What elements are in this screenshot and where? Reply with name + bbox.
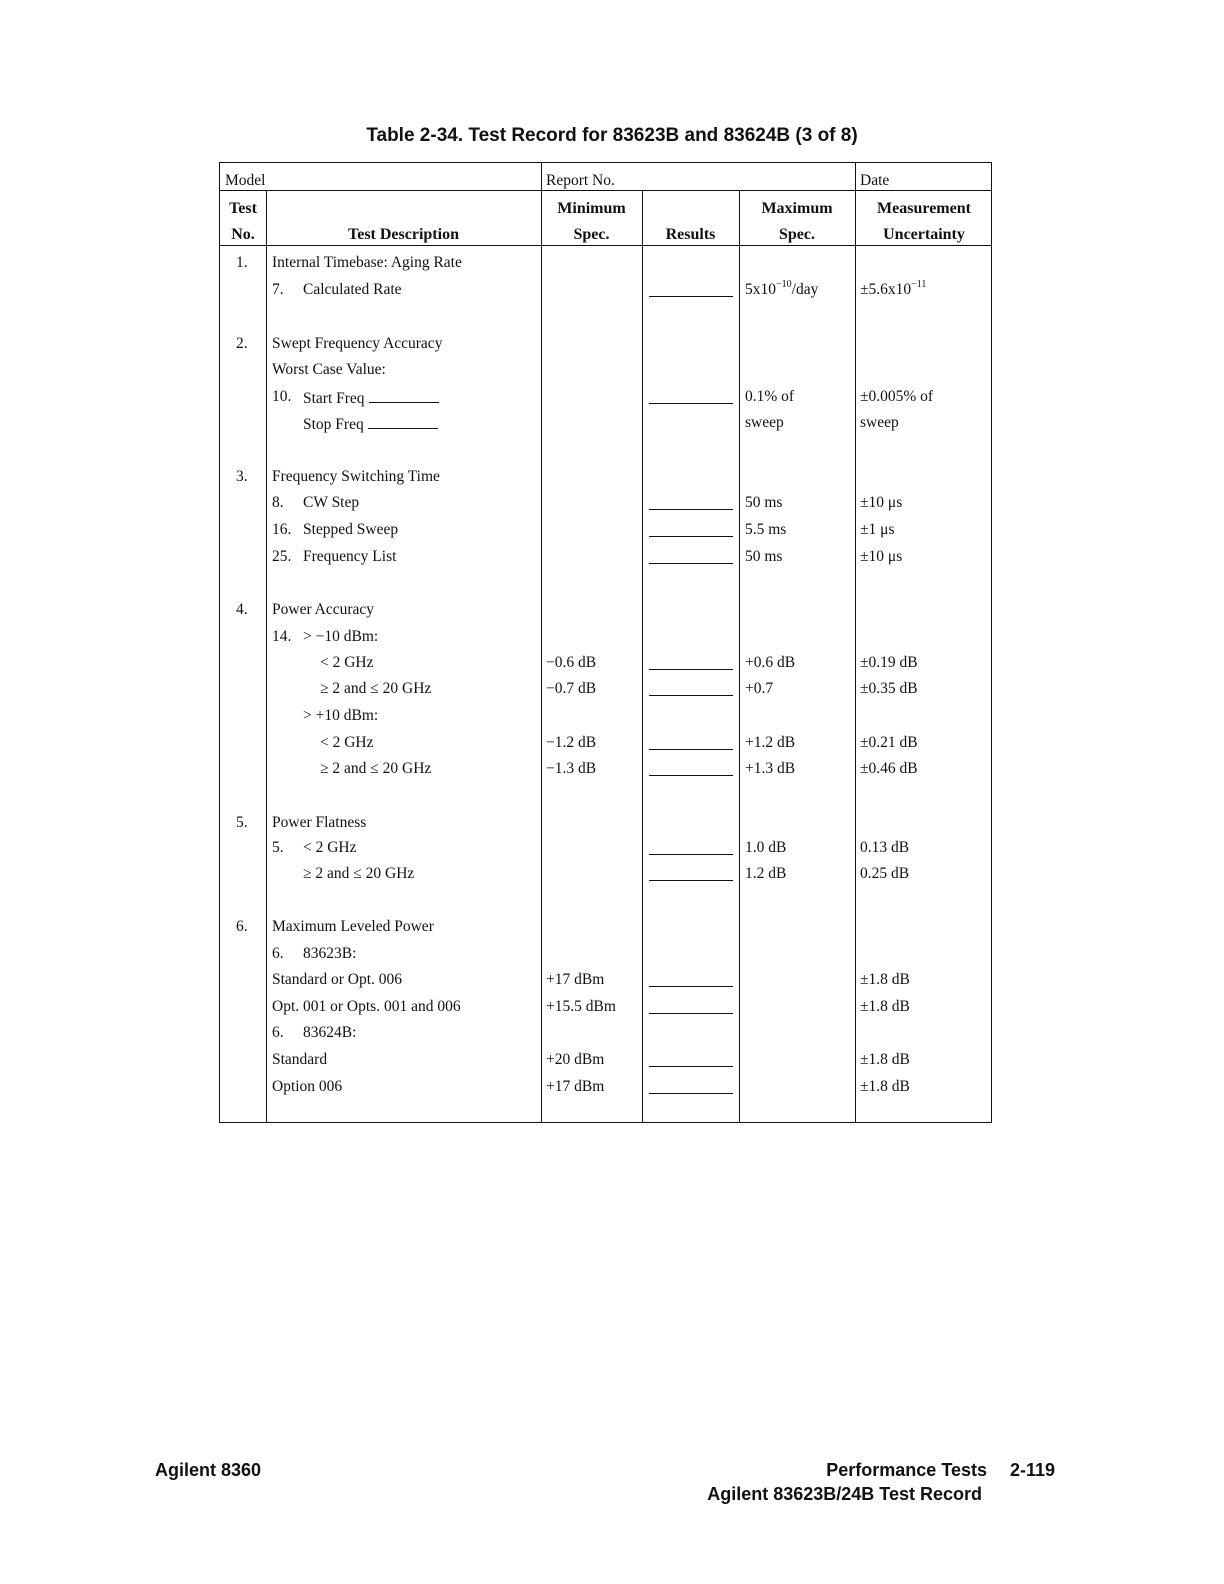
- date-label: Date: [860, 172, 890, 189]
- min-spec-value: −1.2 dB: [546, 734, 597, 751]
- result-entry-line[interactable]: [649, 854, 733, 855]
- step-label: Standard: [272, 1051, 328, 1068]
- test-title: Frequency Switching Time: [272, 468, 440, 485]
- result-entry-line[interactable]: [649, 775, 733, 776]
- model-label: 83624B:: [303, 1024, 357, 1041]
- step-no: 5.: [272, 839, 284, 856]
- measurement-header: Measurement: [877, 200, 971, 217]
- test-header: Test: [229, 200, 257, 217]
- uncertainty-value: ±0.19 dB: [860, 654, 918, 671]
- min-spec-value: +17 dBm: [546, 971, 605, 988]
- uncertainty-value: 0.25 dB: [860, 865, 910, 882]
- result-entry-line[interactable]: [649, 749, 733, 750]
- step-label: CW Step: [303, 494, 360, 511]
- col-divider-desc: [541, 163, 542, 1122]
- start-freq-label: Start Freq: [303, 388, 439, 408]
- min-spec-value: +20 dBm: [546, 1051, 605, 1068]
- results-header: Results: [665, 226, 716, 243]
- col-divider-results: [739, 190, 740, 1122]
- uncertainty-value: ±0.21 dB: [860, 734, 918, 751]
- min-spec-value: −1.3 dB: [546, 760, 597, 777]
- uncertainty-value: ±1.8 dB: [860, 971, 910, 988]
- uncertainty-value: ±1.8 dB: [860, 1078, 910, 1095]
- result-entry-line[interactable]: [649, 1093, 733, 1094]
- table-title: Table 2-34. Test Record for 83623B and 83624B (3 of 8): [366, 125, 858, 146]
- maximum-header: Maximum: [761, 200, 833, 217]
- result-entry-line[interactable]: [649, 669, 733, 670]
- col-divider-no: [266, 190, 267, 1122]
- uncertainty-value: 0.13 dB: [860, 839, 910, 856]
- col-divider-max: [855, 163, 856, 1122]
- test-no: 3.: [236, 468, 248, 485]
- header-divider-top: [220, 190, 991, 191]
- test-no: 6.: [236, 918, 248, 935]
- result-entry-line[interactable]: [649, 563, 733, 564]
- result-entry-line[interactable]: [649, 695, 733, 696]
- model-label: 83623B:: [303, 945, 357, 962]
- stop-freq-label: Stop Freq: [303, 414, 438, 434]
- max-spec-header: Spec.: [779, 226, 815, 243]
- step-label: < 2 GHz: [303, 839, 357, 856]
- power-group-label: > −10 dBm:: [303, 628, 379, 645]
- result-entry-line[interactable]: [649, 986, 733, 987]
- max-spec-value: sweep: [745, 414, 784, 431]
- step-label: < 2 GHz: [320, 654, 374, 671]
- start-freq-entry-line[interactable]: [369, 388, 439, 403]
- step-label: Calculated Rate: [303, 281, 402, 298]
- result-entry-line[interactable]: [649, 880, 733, 881]
- uncertainty-value: ±0.46 dB: [860, 760, 918, 777]
- step-no: 25.: [272, 548, 292, 565]
- test-title: Maximum Leveled Power: [272, 918, 434, 935]
- test-no: 1.: [236, 254, 248, 271]
- min-spec-header: Spec.: [573, 226, 610, 243]
- step-no: 16.: [272, 521, 292, 538]
- step-label: Standard or Opt. 006: [272, 971, 403, 988]
- result-entry-line[interactable]: [649, 536, 733, 537]
- result-entry-line[interactable]: [649, 1066, 733, 1067]
- uncertainty-value: ±1 μs: [860, 521, 895, 538]
- min-spec-value: −0.6 dB: [546, 654, 597, 671]
- report-no-label: Report No.: [546, 172, 615, 189]
- step-no: 6.: [272, 1024, 284, 1041]
- test-subtitle: Worst Case Value:: [272, 361, 386, 378]
- power-group-label: > +10 dBm:: [303, 707, 379, 724]
- result-entry-line[interactable]: [649, 403, 733, 404]
- test-title: Swept Frequency Accuracy: [272, 335, 443, 352]
- stop-freq-entry-line[interactable]: [368, 414, 438, 429]
- step-no: 14.: [272, 628, 292, 645]
- uncertainty-value: ±10 μs: [860, 494, 903, 511]
- uncertainty-value: ±1.8 dB: [860, 1051, 910, 1068]
- footer-subtitle: Agilent 83623B/24B Test Record: [707, 1484, 982, 1504]
- step-no: 6.: [272, 945, 284, 962]
- test-title: Power Flatness: [272, 814, 367, 831]
- min-spec-value: +17 dBm: [546, 1078, 605, 1095]
- footer-page-number: 2-119: [1009, 1460, 1055, 1480]
- step-label: Option 006: [272, 1078, 343, 1095]
- max-spec-value: 1.0 dB: [745, 839, 787, 856]
- minimum-header: Minimum: [557, 200, 626, 217]
- result-entry-line[interactable]: [649, 1013, 733, 1014]
- result-entry-line[interactable]: [649, 509, 733, 510]
- max-spec-value: +0.6 dB: [745, 654, 796, 671]
- description-header: Test Description: [348, 226, 459, 243]
- test-record-table: [219, 162, 992, 1123]
- max-spec-value: 1.2 dB: [745, 865, 787, 882]
- col-divider-min: [642, 190, 643, 1122]
- uncertainty-value: $\pm 5.6x10^{-11}$: [860, 279, 927, 298]
- uncertainty-value: ±0.35 dB: [860, 680, 918, 697]
- step-label: ≥ 2 and ≤ 20 GHz: [303, 865, 415, 882]
- max-spec-value: 5.5 ms: [745, 521, 787, 538]
- max-spec-value: $5x10^{-10}$/day: [745, 279, 819, 298]
- max-spec-value: 50 ms: [745, 494, 783, 511]
- test-no: 4.: [236, 601, 248, 618]
- test-title: Internal Timebase: Aging Rate: [272, 254, 462, 271]
- header-divider-bottom: [220, 245, 991, 246]
- footer-section: Performance Tests: [826, 1460, 987, 1480]
- test-no: 5.: [236, 814, 248, 831]
- uncertainty-value: ±10 μs: [860, 548, 903, 565]
- step-label: < 2 GHz: [320, 734, 374, 751]
- test-no: 2.: [236, 335, 248, 352]
- step-label: Frequency List: [303, 548, 397, 565]
- step-no: 10.: [272, 388, 292, 405]
- result-entry-line[interactable]: [649, 296, 733, 297]
- min-spec-value: −0.7 dB: [546, 680, 597, 697]
- max-spec-value: 0.1% of: [745, 388, 795, 405]
- step-no: 8.: [272, 494, 284, 511]
- step-label: ≥ 2 and ≤ 20 GHz: [320, 760, 432, 777]
- uncertainty-value: ±0.005% of: [860, 388, 934, 405]
- max-spec-value: 50 ms: [745, 548, 783, 565]
- uncertainty-value: ±1.8 dB: [860, 998, 910, 1015]
- step-label: Opt. 001 or Opts. 001 and 006: [272, 998, 461, 1015]
- uncertainty-header: Uncertainty: [883, 226, 965, 243]
- model-label: Model: [225, 172, 266, 189]
- test-title: Power Accuracy: [272, 601, 374, 618]
- footer-product: Agilent 8360: [155, 1460, 262, 1480]
- uncertainty-value: sweep: [860, 414, 899, 431]
- step-label: Stepped Sweep: [303, 521, 399, 538]
- max-spec-value: +1.3 dB: [745, 760, 796, 777]
- max-spec-value: +1.2 dB: [745, 734, 796, 751]
- no-header: No.: [231, 226, 255, 243]
- step-label: ≥ 2 and ≤ 20 GHz: [320, 680, 432, 697]
- min-spec-value: +15.5 dBm: [546, 998, 616, 1015]
- max-spec-value: +0.7: [745, 680, 774, 697]
- step-no: 7.: [272, 281, 284, 298]
